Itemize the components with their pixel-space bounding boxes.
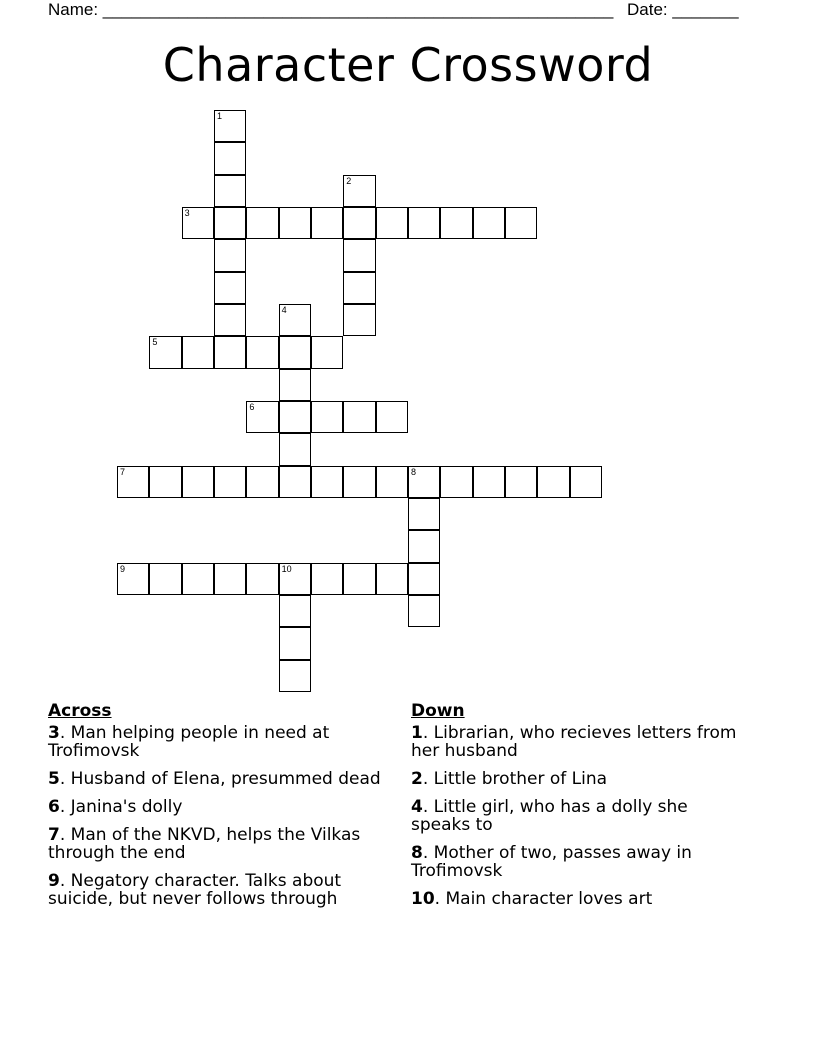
- clue-down-10: 10. Main character loves art: [411, 889, 653, 909]
- grid-cell[interactable]: [246, 563, 278, 595]
- grid-cell[interactable]: [343, 304, 375, 336]
- grid-cell[interactable]: [214, 239, 246, 271]
- clue-down-2: 2. Little brother of Lina: [411, 769, 608, 789]
- grid-cell[interactable]: [311, 466, 343, 498]
- clue-down-1: 1. Librarian, who recieves letters from her husband: [411, 723, 737, 761]
- clue-down-4: 4. Little girl, who has a dolly she speaks to: [411, 797, 688, 835]
- grid-cell[interactable]: [343, 466, 375, 498]
- grid-cell[interactable]: [311, 207, 343, 239]
- grid-cell[interactable]: [279, 369, 311, 401]
- grid-cell[interactable]: [570, 466, 602, 498]
- grid-cell[interactable]: [408, 563, 440, 595]
- clue-number: 10: [281, 563, 292, 574]
- grid-cell[interactable]: [149, 563, 181, 595]
- grid-cell[interactable]: [473, 466, 505, 498]
- clue-down-8: 8. Mother of two, passes away in Trofimovsk: [411, 843, 692, 881]
- grid-cell[interactable]: [279, 401, 311, 433]
- grid-cell[interactable]: [214, 207, 246, 239]
- grid-cell[interactable]: [343, 207, 375, 239]
- clue-number: 7: [120, 466, 126, 477]
- grid-cell[interactable]: [149, 466, 181, 498]
- clue-across-7: 7. Man of the NKVD, helps the Vilkas through the end: [48, 825, 361, 863]
- grid-cell[interactable]: [376, 207, 408, 239]
- grid-cell[interactable]: [343, 175, 375, 207]
- grid-cell[interactable]: [279, 433, 311, 465]
- grid-cell[interactable]: [182, 336, 214, 368]
- grid-cell[interactable]: [376, 401, 408, 433]
- grid-cell[interactable]: [214, 304, 246, 336]
- grid-cell[interactable]: [311, 563, 343, 595]
- name-field-label: Name: ______________________________________________________: [48, 0, 614, 19]
- grid-cell[interactable]: [440, 207, 472, 239]
- grid-cell[interactable]: [214, 175, 246, 207]
- grid-cell[interactable]: [440, 466, 472, 498]
- grid-cell[interactable]: [246, 466, 278, 498]
- clue-across-5: 5. Husband of Elena, presummed dead: [48, 769, 381, 789]
- grid-cell[interactable]: [311, 401, 343, 433]
- clue-across-9: 9. Negatory character. Talks about suicide, but never follows through: [48, 871, 342, 909]
- clue-number: 2: [346, 175, 352, 186]
- grid-cell[interactable]: [279, 660, 311, 692]
- grid-cell[interactable]: [408, 530, 440, 562]
- grid-cell[interactable]: [214, 142, 246, 174]
- grid-cell[interactable]: [246, 401, 278, 433]
- grid-cell[interactable]: [408, 466, 440, 498]
- across-clues: [48, 702, 388, 918]
- grid-cell[interactable]: [182, 563, 214, 595]
- grid-cell[interactable]: [343, 272, 375, 304]
- grid-cell[interactable]: [279, 627, 311, 659]
- grid-cell[interactable]: [149, 336, 181, 368]
- date-field-label: Date: _______: [627, 0, 739, 19]
- grid-cell[interactable]: [214, 272, 246, 304]
- grid-cell[interactable]: [343, 401, 375, 433]
- grid-cell[interactable]: [246, 336, 278, 368]
- clue-number: 4: [281, 304, 287, 315]
- grid-cell[interactable]: [214, 336, 246, 368]
- clue-number: 5: [152, 337, 158, 348]
- grid-cell[interactable]: [343, 563, 375, 595]
- grid-cell[interactable]: [408, 207, 440, 239]
- grid-cell[interactable]: [279, 336, 311, 368]
- clue-number: 3: [184, 207, 190, 218]
- grid-cell[interactable]: [182, 466, 214, 498]
- grid-cell[interactable]: [343, 239, 375, 271]
- down-heading: Down: [411, 701, 465, 721]
- clue-across-6: 6. Janina's dolly: [48, 797, 183, 817]
- grid-cell[interactable]: [408, 498, 440, 530]
- grid-cell[interactable]: [537, 466, 569, 498]
- grid-cell[interactable]: [214, 466, 246, 498]
- grid-cell[interactable]: [311, 336, 343, 368]
- grid-cell[interactable]: [279, 595, 311, 627]
- grid-cell[interactable]: [214, 563, 246, 595]
- grid-cell[interactable]: [279, 563, 311, 595]
- grid-cell[interactable]: [376, 563, 408, 595]
- grid-cell[interactable]: [279, 466, 311, 498]
- grid-cell[interactable]: [117, 466, 149, 498]
- across-heading: Across: [48, 701, 112, 721]
- grid-cell[interactable]: [279, 207, 311, 239]
- clue-number: 6: [249, 401, 255, 412]
- grid-cell[interactable]: [279, 304, 311, 336]
- clue-number: 1: [216, 111, 222, 121]
- grid-cell[interactable]: [505, 207, 537, 239]
- grid-cell[interactable]: [117, 563, 149, 595]
- grid-cell[interactable]: [214, 110, 246, 142]
- grid-cell[interactable]: [246, 207, 278, 239]
- grid-cell[interactable]: [376, 466, 408, 498]
- grid-cell[interactable]: [408, 595, 440, 627]
- clue-across-3: 3. Man helping people in need at Trofimovsk: [48, 723, 330, 761]
- grid-cell[interactable]: [182, 207, 214, 239]
- grid-cell[interactable]: [505, 466, 537, 498]
- clue-number: 8: [410, 466, 416, 477]
- page-title: Character Crossword: [162, 38, 654, 92]
- grid-cell[interactable]: [473, 207, 505, 239]
- down-clues: [411, 702, 751, 918]
- clue-number: 9: [120, 563, 126, 574]
